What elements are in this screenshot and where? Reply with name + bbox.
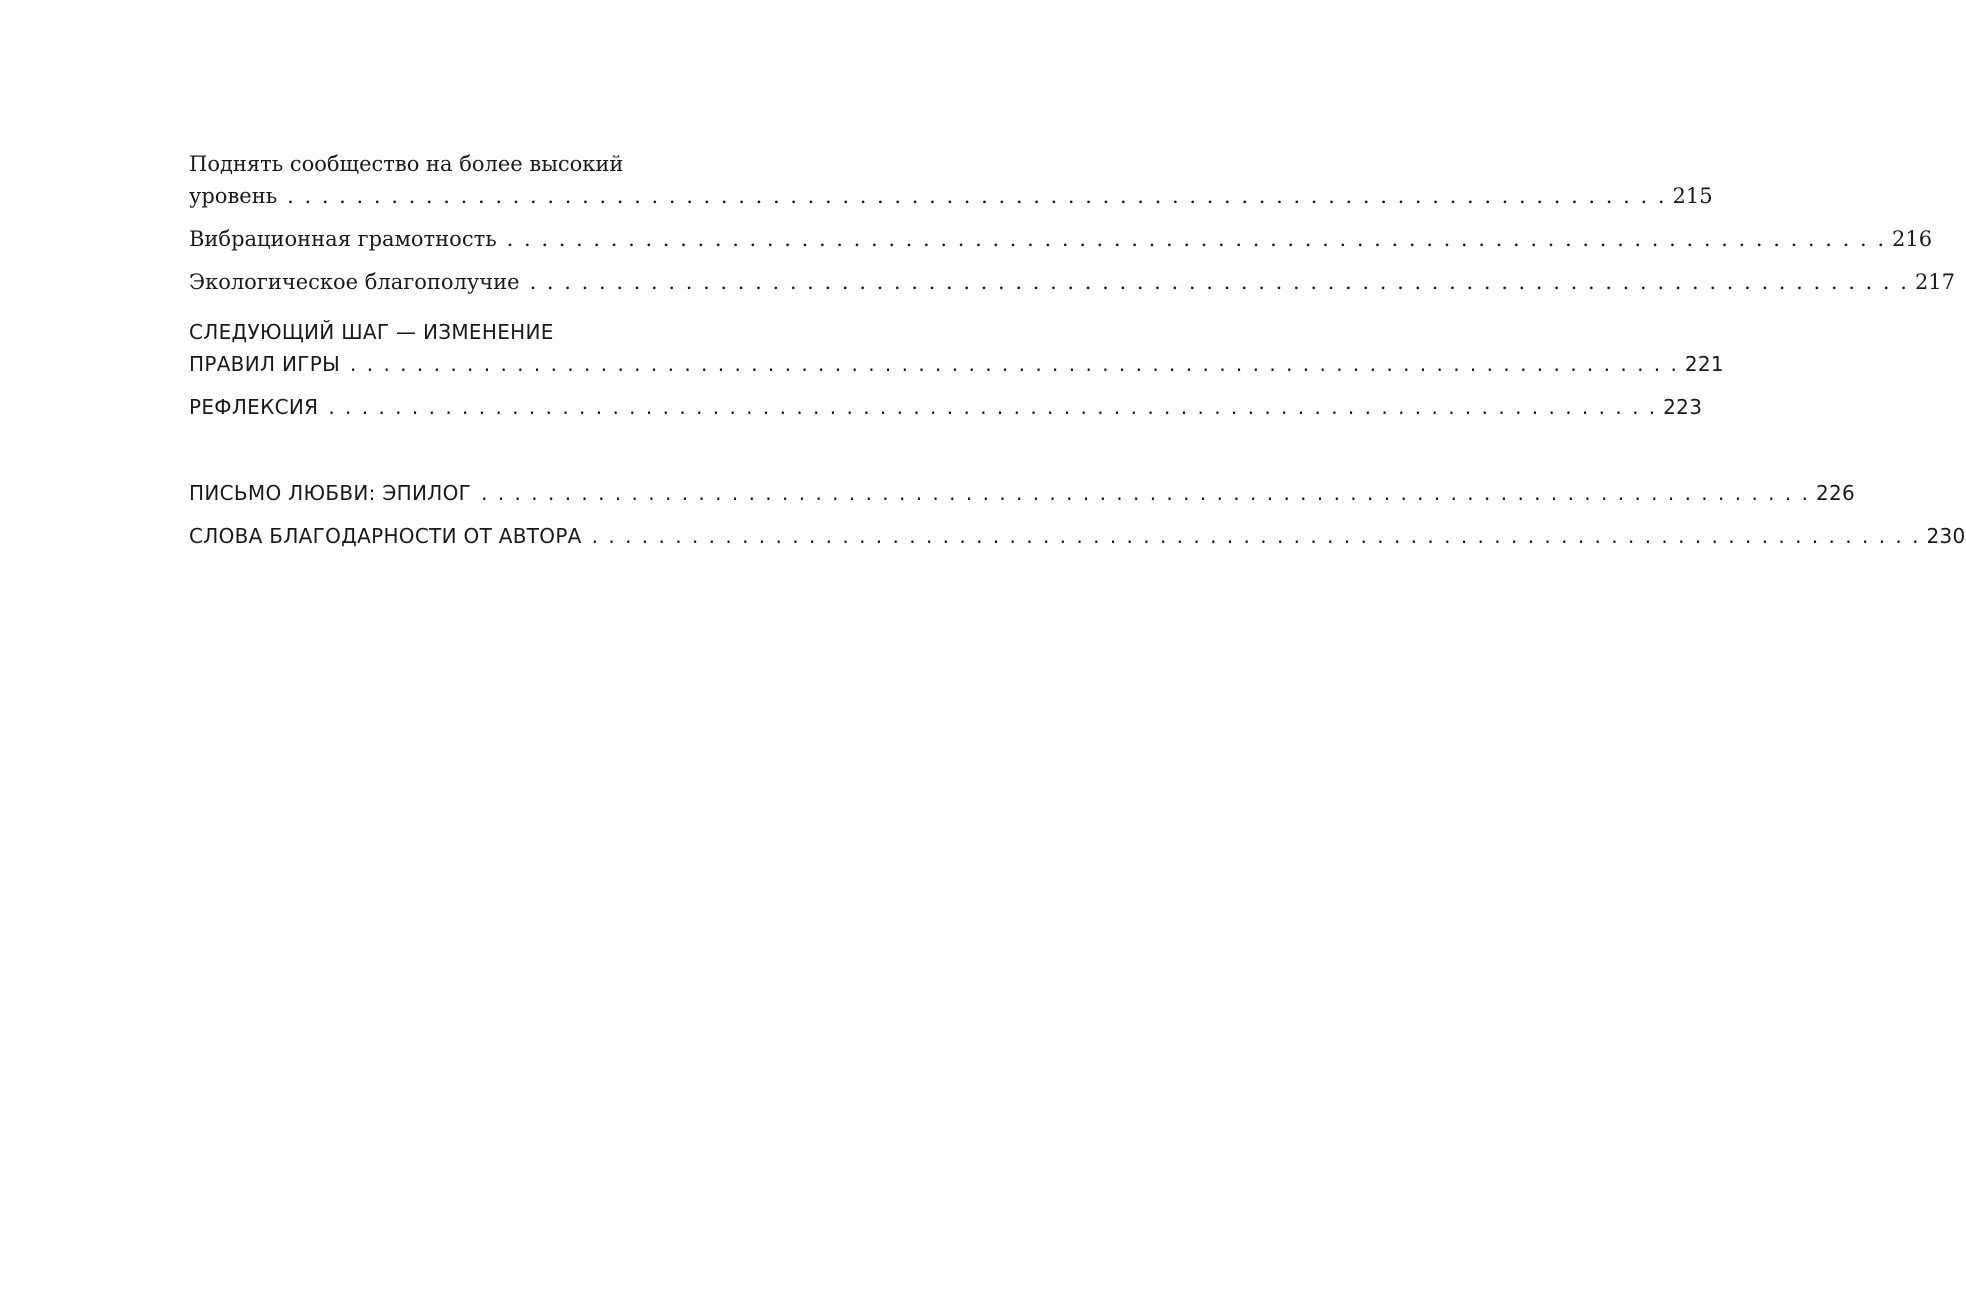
toc-entry-title: Экологическое благополучие	[189, 270, 520, 294]
page-number: 226	[1815, 481, 1856, 505]
table-of-contents	[189, 148, 1966, 552]
toc-entry	[189, 148, 1713, 212]
toc-entry	[189, 223, 1933, 255]
toc-entry-title: ПРАВИЛ ИГРЫ	[189, 352, 341, 376]
dot-leader: . . . . . . . . . . . . . . . . . . . . . . . . . . . . . . . . . . . . . . . . . . . . . . . . . . . . . . . . . . . . . . . . . . . . . . . . . . . . . . . .	[529, 270, 1909, 294]
toc-entry	[189, 316, 1724, 380]
page-number: 217	[1914, 270, 1956, 294]
toc-entry-title: СЛОВА БЛАГОДАРНОСТИ ОТ АВТОРА	[189, 524, 582, 548]
toc-entry-line	[189, 180, 1713, 212]
toc-entry-line	[189, 477, 1856, 509]
page-number: 230	[1926, 524, 1966, 548]
toc-entry-title: уровень	[189, 184, 278, 208]
toc-entry	[189, 477, 1856, 509]
page-number: 216	[1892, 227, 1933, 251]
dot-leader: . . . . . . . . . . . . . . . . . . . . . . . . . . . . . . . . . . . . . . . . . . . . . . . . . . . . . . . . . . . . . . . . . . . . . . . . . . . . . . . .	[591, 524, 1921, 548]
dot-leader: . . . . . . . . . . . . . . . . . . . . . . . . . . . . . . . . . . . . . . . . . . . . . . . . . . . . . . . . . . . . . . . . . . . . . . . . . . . . . . . .	[506, 227, 1887, 251]
dot-leader: . . . . . . . . . . . . . . . . . . . . . . . . . . . . . . . . . . . . . . . . . . . . . . . . . . . . . . . . . . . . . . . . . . . . . . . . . . . . . . . .	[481, 481, 1810, 505]
toc-entry-line	[189, 348, 1724, 380]
toc-entry-line	[189, 223, 1933, 255]
toc-entry-line	[189, 266, 1956, 298]
toc-entry-title-line1: СЛЕДУЮЩИЙ ШАГ — ИЗМЕНЕНИЕ	[189, 320, 554, 344]
toc-entry-title: ПИСЬМО ЛЮБВИ: ЭПИЛОГ	[189, 481, 472, 505]
toc-entry	[189, 266, 1956, 298]
dot-leader: . . . . . . . . . . . . . . . . . . . . . . . . . . . . . . . . . . . . . . . . . . . . . . . . . . . . . . . . . . . . . . . . . . . . . . . . . . . . . . . .	[328, 395, 1658, 419]
toc-entry-line	[189, 391, 1703, 423]
toc-entry-title-line1: Поднять сообщество на более высокий	[189, 152, 624, 176]
toc-entry-title: РЕФЛЕКСИЯ	[189, 395, 319, 419]
dot-leader: . . . . . . . . . . . . . . . . . . . . . . . . . . . . . . . . . . . . . . . . . . . . . . . . . . . . . . . . . . . . . . . . . . . . . . . . . . . . . . . .	[287, 184, 1667, 208]
page-number: 221	[1684, 352, 1724, 376]
page-number: 215	[1672, 184, 1713, 208]
toc-entry-title: Вибрационная грамотность	[189, 227, 497, 251]
toc-entry-line	[189, 520, 1966, 552]
dot-leader: . . . . . . . . . . . . . . . . . . . . . . . . . . . . . . . . . . . . . . . . . . . . . . . . . . . . . . . . . . . . . . . . . . . . . . . . . . . . . . . .	[350, 352, 1679, 376]
page-number: 223	[1663, 395, 1703, 419]
toc-entry	[189, 520, 1966, 552]
toc-entry	[189, 391, 1703, 423]
